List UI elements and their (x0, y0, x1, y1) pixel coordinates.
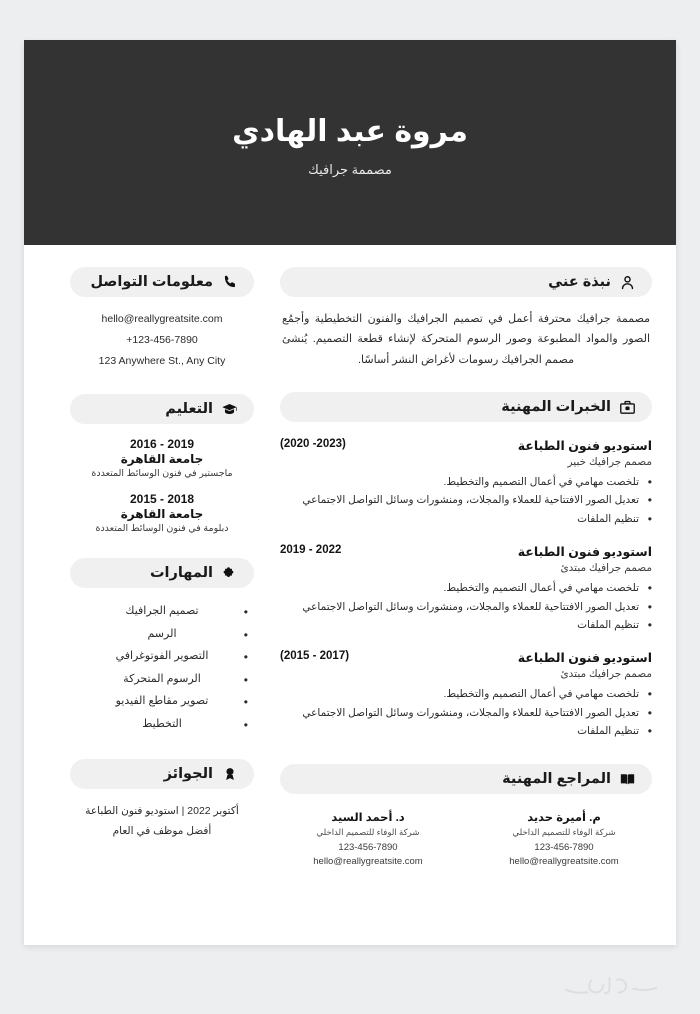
reference-company: شركة الوفاء للتصميم الداخلي (512, 827, 616, 838)
section-header-experience (280, 392, 652, 422)
experience-company: استوديو فنون الطباعة (517, 545, 652, 560)
experience-bullet: • تلخصت مهامي في أعمال التصميم والتخطيط. (280, 473, 652, 491)
experience-role: مصمم جرافيك خبير (567, 456, 652, 469)
section-title-references: المراجع المهنية (502, 771, 611, 788)
skill-item: تصوير مقاطع الفيديو • (70, 690, 254, 713)
contact-phone[interactable]: +123-456-7890 (126, 334, 198, 346)
education-item (70, 492, 254, 534)
section-header-about (280, 267, 652, 297)
experience-list (280, 438, 652, 740)
skill-item: الرسم • (70, 623, 254, 646)
puzzle-piece-icon (221, 565, 238, 582)
resume-header-banner (24, 40, 676, 245)
reference-email: hello@reallygreatsite.com (509, 856, 619, 868)
experience-bullet: • تعديل الصور الافتتاحية للعملاء والمجلات، ومنشورات وسائل التواصل الاجتماعي (280, 491, 652, 509)
section-header-contact (70, 267, 254, 297)
experience-item-head (280, 650, 652, 665)
education-degree: دبلومة في فنون الوسائط المتعددة (95, 523, 229, 534)
experience-date: (2020 -2023) (280, 438, 346, 451)
award-item (70, 802, 254, 841)
section-title-awards: الجوائز (163, 766, 213, 783)
reference-name: د. أحمد السيد (331, 812, 405, 825)
open-book-icon (619, 771, 636, 788)
experience-bullet: • تنظيم الملفات (280, 616, 652, 634)
candidate-role: مصممة جرافيك (308, 161, 392, 177)
main-column (280, 267, 652, 867)
experience-bullet: • تلخصت مهامي في أعمال التصميم والتخطيط. (280, 685, 652, 703)
contact-details (70, 309, 254, 372)
section-title-contact: معلومات التواصل (90, 274, 213, 290)
reference-item (280, 810, 456, 867)
education-date: 2016 - 2019 (129, 437, 195, 451)
reference-item (476, 810, 652, 867)
skill-item: تصميم الجرافيك • (70, 600, 254, 623)
about-text: مصممة جرافيك محترفة أعمل في تصميم الجرافيك والفنون التخطيطية وأجمُع الصور والمواد المطبوعة وصور الرسوم المتحركة لإنشاء قطعة التصميم. يُنشئ مصمم الجرافيك رسومات لأغراض النشر أساسًا. (282, 313, 650, 366)
section-title-education: التعليم (165, 401, 213, 417)
resume-body (24, 245, 676, 867)
section-header-skills (70, 558, 254, 588)
experience-date: (2015 - 2017) (280, 650, 350, 663)
education-school: جامعة القاهرة (120, 507, 204, 521)
person-icon (619, 274, 636, 291)
reference-company: شركة الوفاء للتصميم الداخلي (316, 827, 420, 838)
award-title: أكتوبر 2022 | استوديو فنون الطباعة (85, 805, 239, 818)
experience-item (280, 438, 652, 528)
education-date: 2015 - 2018 (129, 492, 195, 506)
resume-card (24, 40, 676, 945)
reference-phone: 123-456-7890 (338, 842, 398, 854)
skill-item: التخطيط • (70, 713, 254, 736)
section-title-about: نبذة عني (548, 274, 611, 290)
education-degree: ماجستير في فنون الوسائط المتعددة (91, 468, 233, 479)
references-list (280, 810, 652, 867)
contact-address: 123 Anywhere St., Any City (98, 355, 226, 367)
experience-company: استوديو فنون الطباعة (517, 651, 652, 666)
experience-role: مصمم جرافيك مبتدئ (560, 668, 652, 681)
section-header-education (70, 394, 254, 424)
experience-bullets (280, 579, 652, 634)
side-column (70, 267, 254, 867)
experience-bullets (280, 473, 652, 528)
experience-bullet: • تنظيم الملفات (280, 510, 652, 528)
education-item (70, 437, 254, 479)
experience-bullets (280, 685, 652, 740)
phone-icon (221, 274, 238, 291)
graduation-cap-icon (221, 401, 238, 418)
briefcase-icon (619, 399, 636, 416)
experience-bullet: • تعديل الصور الافتتاحية للعملاء والمجلات، ومنشورات وسائل التواصل الاجتماعي (280, 704, 652, 722)
experience-item-head (280, 544, 652, 559)
experience-bullet: • تنظيم الملفات (280, 722, 652, 740)
education-school: جامعة القاهرة (120, 452, 204, 466)
experience-date: 2019 - 2022 (280, 544, 342, 557)
experience-role: مصمم جرافيك مبتدئ (560, 562, 652, 575)
site-watermark (560, 968, 670, 1004)
experience-item-head (280, 438, 652, 453)
contact-email[interactable]: hello@reallygreatsite.com (101, 313, 223, 325)
section-title-experience: الخبرات المهنية (501, 399, 611, 416)
education-list (70, 437, 254, 534)
experience-item (280, 650, 652, 740)
experience-bullet: • تلخصت مهامي في أعمال التصميم والتخطيط. (280, 579, 652, 597)
candidate-name: مروة عبد الهادي (232, 114, 468, 148)
skill-item: التصوير الفوتوغرافي • (70, 645, 254, 668)
award-rosette-icon (221, 766, 238, 783)
award-subtitle: أفضل موظف في العام (112, 824, 212, 837)
section-header-awards (70, 759, 254, 789)
experience-company: استوديو فنون الطباعة (517, 439, 652, 454)
skills-list (70, 600, 254, 735)
reference-email: hello@reallygreatsite.com (313, 856, 423, 868)
section-title-skills: المهارات (149, 565, 213, 581)
experience-bullet: • تعديل الصور الافتتاحية للعملاء والمجلات، ومنشورات وسائل التواصل الاجتماعي (280, 598, 652, 616)
section-header-references (280, 764, 652, 794)
experience-item (280, 544, 652, 634)
skill-item: الرسوم المتحركة • (70, 668, 254, 691)
reference-name: م. أميرة حديد (527, 812, 601, 825)
reference-phone: 123-456-7890 (534, 842, 594, 854)
